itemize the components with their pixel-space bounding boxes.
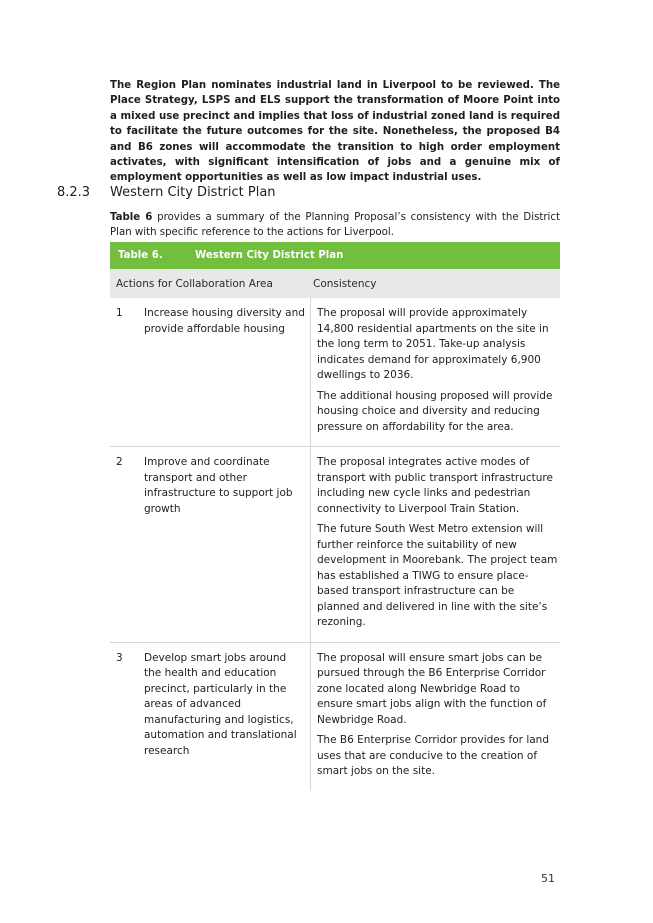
- action-cell: Increase housing diversity and provide affordable housing: [144, 298, 311, 446]
- row-number: 1: [116, 307, 123, 319]
- consistency-paragraph: The proposal will provide approximately 14,800 residential apartments on the site in the long term to 2051. Take-up analysis indicates demand for approximately 6,900 dwellings to 2036.: [317, 307, 549, 381]
- consistency-paragraph: The proposal integrates active modes of transport with public transport infrastructure including new cycle links and pedestrian connectivity to Liverpool Train Station.: [317, 456, 553, 515]
- table-intro-text: provides a summary of the Planning Proposal’s consistency with the District Plan with specific reference to the actions for Liverpool.: [110, 212, 560, 238]
- table-label: Table 6.: [118, 250, 163, 261]
- section-number: 8.2.3: [57, 185, 91, 200]
- table-header-row: [110, 269, 560, 298]
- page-number: 51: [541, 872, 555, 885]
- column-header-consistency: Consistency: [313, 277, 377, 290]
- table-intro: [110, 210, 560, 240]
- row-number: 2: [116, 456, 123, 468]
- table-title-bar: [110, 242, 560, 269]
- consistency-paragraph: The B6 Enterprise Corridor provides for land uses that are conducive to the creation of smart jobs on the site.: [317, 734, 549, 777]
- consistency-cell: [317, 643, 560, 791]
- table-row: [110, 447, 560, 643]
- table-reference: Table 6: [110, 212, 153, 223]
- section-title: Western City District Plan: [110, 185, 276, 200]
- intro-paragraph: The Region Plan nominates industrial land in Liverpool to be reviewed. The Place Strategy, LSPS and ELS support the transformation of Moore Point into a mixed use precinct and implies that loss of industrial zoned land is required to facilitate the future outcomes for the site. Nonetheless, the proposed B4 and B6 zones will accommodate the transition to high order employment activates, with significant intensification of jobs and a genuine mix of employment opportunities as well as low impact industrial uses.: [110, 80, 560, 184]
- table-row: [110, 643, 560, 791]
- table-row: [110, 298, 560, 447]
- consistency-paragraph: The future South West Metro extension will further reinforce the suitability of new development in Moorebank. The project team has established a TIWG to ensure place-based transport infrastructure can be planned and delivered in line with the site’s rezoning.: [317, 523, 558, 628]
- consistency-table: [110, 242, 560, 791]
- consistency-paragraph: The additional housing proposed will provide housing choice and diversity and reducing pressure on affordability for the area.: [317, 389, 553, 433]
- consistency-cell: [317, 298, 560, 446]
- consistency-cell: [317, 447, 560, 642]
- action-cell: Improve and coordinate transport and other infrastructure to support job growth: [144, 447, 311, 642]
- table-title: Western City District Plan: [195, 250, 344, 261]
- consistency-paragraph: The proposal will ensure smart jobs can be pursued through the B6 Enterprise Corridor zone located along Newbridge Road to ensure smart jobs align with the function of Newbridge Road.: [317, 651, 547, 726]
- row-number: 3: [116, 651, 123, 664]
- column-header-actions: Actions for Collaboration Area: [116, 277, 273, 290]
- action-cell: Develop smart jobs around the health and education precinct, particularly in the areas of advanced manufacturing and logistics, automation and translational research: [144, 643, 311, 791]
